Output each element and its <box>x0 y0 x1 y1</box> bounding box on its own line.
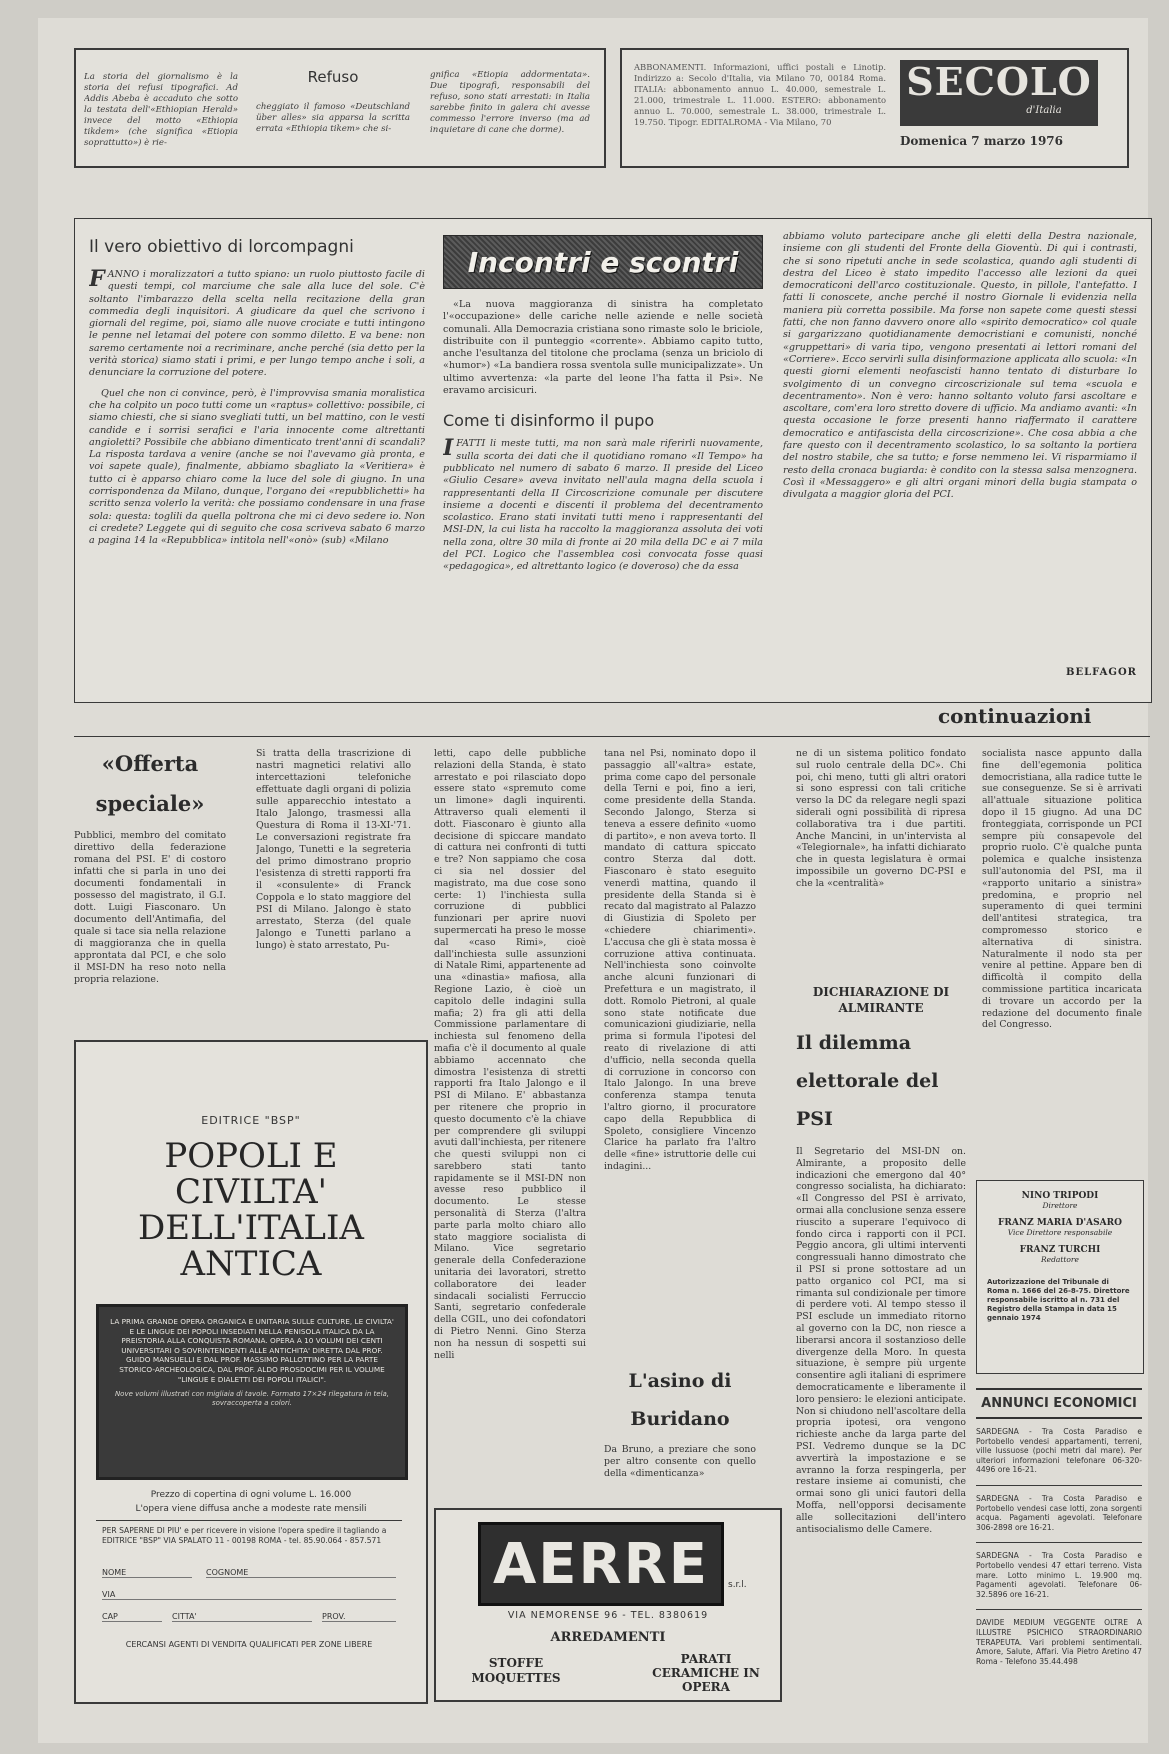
coupon-citta-label[interactable]: CITTA' <box>172 1612 312 1622</box>
coupon-nome-label[interactable]: NOME <box>102 1568 192 1578</box>
aerre-logo-text: AERRE <box>492 1531 710 1597</box>
article-col-5b: Il Segretario del MSI-DN on. Almirante, a proposito delle indicazioni che emergono dal 40° congresso socialista, ha dichiarato: «Il Congresso del PSI è arrivato, ormai alla conclusione senza essere riuscito a superare l'equivoco di fondo circa i rapporti con il PCI. Peggio ancora, gli ultimi interventi congressuali hanno dimostrato che il PSI si prone sottostare ad un patto organico col PCI, ma si rimanta sul condizionale per timore di perdere voti. Al tempo stesso il PSI esclude un immediato ritorno al governo con la DC, non riesce a liberarsi ancora il sostanzioso delle divergenze della Moro. In questa situazione, è sempre più urgente consentire agli italiani di esprimere democraticamente e liberamente il loro pensiero: le elezioni anticipate. Non si chiudono nell'ascoltare della propria ipotesi, ora vengono richieste anche da larga parte del PSI. Vedremo dunque se la DC avvertirà la impostazione e se avranno la forza respingerla, per restare insieme ai comunisti, che ormai sono gli unici fautori della Moffa, nell'opporsi decisamente alle sollecitazioni dell'intero antisocialismo delle Camere. <box>796 1146 966 1535</box>
masthead-box <box>620 48 1129 168</box>
article-col-6: socialista nasce appunto dalla fine dell'egemonia politica democristiana, alla radice tutte le sue conseguenze. Se si è arrivati all'attuale situazione politica dopo il 15 giugno. Ad una DC fronteggiata, corrisponde un PCI sempre più consapevole del proprio ruolo. C'è qualche punta polemica e qualche insistenza sull'autonomia del PSI, ma il «rapporto unitario a sinistra» predomina, e proprio nel superamento di quei termini dell'antitesi strategica, tra compromesso storico e alternativa di sinistra. Naturalmente il nodo sta per venire al pettine. Appare ben di difficoltà il compito della commissione partitica incaricata di trovare un accordo per la redazione del documento finale del Congresso. <box>982 748 1142 1031</box>
article-col-5a: ne di un sistema politico fondato sul ruolo centrale della DC». Chi poi, chi meno, tutti gli altri oratori si sono espressi con tali critiche verso la DC da relegare negli spazi siderali ogni possibilità di ripresa collaborativa tra i due partiti. Anche Mancini, in un'intervista al «Telegiornale», ha infatti dichiarato che in questa legislatura è ormai impossibile un governo DC-PSI e che la «centralità» <box>796 748 966 889</box>
disinformo-heading: Come ti disinformo il pupo <box>443 411 655 431</box>
refuso-col-1: La storia del giornalismo è la storia dei refusi tipografici. Ad Addis Abeba è accaduto che sotto la testata dell'«Ethiopian Herald» invece del motto «Ethiopia tikdem» (che significa «Etiopia soprattutto») è rie- <box>84 72 238 148</box>
aerre-advert <box>434 1508 782 1702</box>
aerre-logo <box>478 1522 724 1606</box>
refuso-col-3: gnifica «Etiopia addormentata». Due tipografi, responsabili del refuso, sono stati arrestati: in Italia sarebbe finito in galera chi avesse commesso l'errore inverso (ma ad inquietare di cane che dorme). <box>430 70 590 135</box>
aerre-category: ARREDAMENTI <box>550 1630 666 1645</box>
aerre-address: VIA NEMORENSE 96 - TEL. 8380619 <box>507 1610 709 1621</box>
feature-col-2b: FATTI li meste tutti, ma non sarà male riferirli nuovamente, sulla scorta dei dati che il quotidiano romano «Il Tempo» ha pubblicato nel numero di sabato 6 marzo. Il preside del Liceo «Giulio Cesare» aveva invitato nell'aula magna della scuola i rappresentanti della II Circoscrizione comunale per discutere insieme a docenti e discenti il problema del decentramento scolastico. Erano stati invitati tutti meno i rappresentanti del MSI-DN, la cui lista ha raccolto la maggioranza assoluta dei voti nella zona, oltre 30 mila di fronte ai 20 mila della DC e ai 7 mila del PCI. Logico che l'assemblea così convocata fosse quasi «pedagogica», ed altrettanto logico (e doveroso) che da essa <box>443 438 763 573</box>
staff-authorization: Autorizzazione del Tribunale di Roma n. 1666 del 26-8-75. Direttore responsabile iscritto al n. 731 del Registro della Stampa in data 15 gennaio 1974 <box>987 1278 1130 1322</box>
bsp-diffusion: L'opera viene diffusa anche a modeste rate mensili <box>135 1504 367 1514</box>
asino-text: Da Bruno, a preziare che sono per altro consente con quello della «dimenticanza» <box>604 1444 756 1479</box>
subscription-info: ABBONAMENTI. Informazioni, uffici postali e Linotip. Indirizzo a: Secolo d'Italia, via Milano 70, 00184 Roma. ITALIA: abbonamento annuo L. 40.000, semestrale L. 21.000, trimestrale L. 11.000. ESTERO: abbonamento annuo L. 70.000, semestrale L. 38.000, trimestrale L. 19.750. Tipogr. EDITALROMA - Via Milano, 70 <box>634 62 886 127</box>
refuso-title: Refuso <box>307 68 359 86</box>
feature-col-1b: Quel che non ci convince, però, è l'improvvisa smania moralistica che ha colpito un poco tutti come un «raptus» collettivo: possibile, ci siamo chiesti, che si siano svegliati tutti, un bel mattino, con le vesti candide e i sorrisi serafici e l'aria innocente come altrettanti angioletti? Possibile che abbiano dimenticato trent'anni di scandali? La risposta tardava a venire (anche se noi l'avevamo già pronta, e voi sapete quale), finalmente, abbiamo sbagliato la «Veritiera» è tutto ci è apparso chiaro come la luce del sole di giugno. In una corrispondenza da Milano, dunque, l'organo dei «repubblichetti» ha scritto senza volerlo la verità: che possiamo condensare in una frase sola: questa: toglili da quella poltrona che mi ci devo sedere io. Non ci credete? Leggete qui di seguito che cosa scriveva sabato 6 marzo a pagina 14 la «Repubblica» intitola nell'«onò» (sub) «Milano <box>89 387 425 547</box>
section-rule <box>74 736 1150 737</box>
refuso-col-2: cheggiato il famoso «Deutschland über alles» sia apparsa la scritta errata «Ethiopia tikem» che si- <box>256 102 410 134</box>
article-col-4a: tana nel Psi, nominato dopo il passaggio all'«altra» estate, prima come capo del personale della Terni e poi, fino a ieri, come presidente della Standa. Secondo Jalongo, Sterza si teneva a essere definito «uomo di partito», e non aveva torto. Il mandato di cattura spiccato contro Sterza dal dott. Fiasconaro è stato eseguito venerdì mattina, quando il presidente della Standa si è recato dal magistrato al Palazzo di Giustizia di Spoleto per «chiedere chiarimenti». L'accusa che gli è stata mossa è corruzione attiva continuata. Nell'inchiesta sono coinvolte anche alcuni funzionari di Prefettura e un magistrato, il dott. Romolo Pietroni, al quale sono state notificate due comunicazioni giudiziarie, nella prima si formula l'ipotesi del reato di rivelazione di atti d'ufficio, nella seconda quella di corruzione in concorso con Italo Jalongo. In una breve conferenza stampa tenuta l'altro giorno, il procuratore capo della Repubblica di Spoleto, consigliere Vincenzo Clarice ha parlato fra l'altro delle «fine» istruttorie delle cui indagini... <box>604 748 756 1172</box>
coupon-cognome-label[interactable]: COGNOME <box>206 1568 396 1578</box>
feature-signature: BELFAGOR <box>1066 667 1137 678</box>
asino-title: L'asino di Buridano <box>628 1370 732 1430</box>
continuazioni-label: continuazioni <box>938 704 1092 728</box>
masthead-title: SECOLO <box>906 59 1092 104</box>
annunci-title: ANNUNCI ECONOMICI <box>976 1388 1142 1419</box>
bsp-price: Prezzo di copertina di ogni volume L. 16.000 <box>150 1490 352 1500</box>
offerta-col-2: Si tratta della trascrizione di nastri magnetici relativi allo intercettazioni telefoniche effettuate dagli organi di polizia sulle apparecchio intestato a Italo Jalongo, trasmessi alla Questura di Roma il 13-XI-'71. Le conversazioni registrate fra Jalongo, Tunetti e la segreteria del primo dimostrano proprio l'esistenza di stretti rapporti fra il «consulente» di Franck Coppola e lo stato maggiore del PSI di Milano. Jalongo è stato arrestato, Sterza (del quale Jalongo e Tunetti parlano a lungo) è stato arrestato, Pu- <box>256 748 411 951</box>
aerre-srl: s.r.l. <box>728 1580 747 1590</box>
bsp-publisher: EDITRICE "BSP" <box>201 1114 301 1127</box>
newspaper-page <box>38 18 1148 1743</box>
aerre-right: PARATI CERAMICHE IN OPERA <box>652 1652 760 1694</box>
bsp-advert <box>74 1040 428 1704</box>
issue-date: Domenica 7 marzo 1976 <box>900 134 1064 148</box>
bsp-description-box <box>96 1304 408 1480</box>
aerre-left: STOFFE MOQUETTES <box>471 1656 561 1685</box>
staff-editor: FRANZ TURCHI <box>1019 1245 1101 1255</box>
staff-director: NINO TRIPODI <box>1021 1191 1099 1201</box>
offerta-title: «Offerta speciale» <box>95 751 205 816</box>
coupon-via-label[interactable]: VIA <box>102 1590 396 1600</box>
dilemma-title: Il dilemma elettorale del PSI <box>796 1032 939 1130</box>
feature-col-3: abbiamo voluto partecipare anche gli eletti della Destra nazionale, insieme con gli studenti del Fronte della Gioventù. Di qui i contrasti, che si sono ripetuti anche in sede scolastica, quando agli studenti di destra del Liceo è stato impedito l'accesso alle lezioni da quei democraticoni dell'arco costituzionale. Questo, in pillole, l'antefatto. I fatti li conoscete, anche perché il nostro Giornale li evidenzia nella maniera più corretta possibile. Ma forse non sapete come questi stessi fatti, che non fanno davvero onore allo «spirito democratico» col quale si gargarizzano quotidianamente democristiani e comunisti, nonché «gruppettari» di varia tipo, vengono presentati ai lettori romani del «Corriere». Ecco servirli sulla disinformazione applicata allo scuola: «In questi giorni elementi neofascisti hanno tentato di disturbare lo svolgimento di un convegno circoscrizionale sul tema «scuola e decentramento». Non è vero: hanno soltanto voluto farsi ascoltare e ascoltare, com'era loro stretto dovere di ufficio. Ma andiamo avanti: «In questa occasione le forze presenti hanno riaffermato il carattere democratico e antifascista della circoscrizione». Che cosa abbia a che fare questo con il decentramento scolastico, lo sa soltanto la portiera del nostro stabile, che sa tutto; e forse nemmeno lei. Vi risparmiamo il resto della cronaca bugiarda: è condito con la stessa salsa menzognera. Così il «Messaggero» e gli altri organi minori della bugia stampata o divulgata a maggior gloria del PCI. <box>783 231 1137 501</box>
incontri-title: Incontri e scontri <box>467 245 739 279</box>
bsp-note: Nove volumi illustrati con migliaia di tavole. Formato 17×24 rilegatura in tela, sovraccoperta a colori. <box>114 1390 390 1408</box>
annuncio-2: SARDEGNA - Tra Costa Paradiso e Portobello vendesi case lotti, zona sorgenti acqua. Pagamenti agevolati. Telefonare 306-2898 ore 16-21. <box>976 1493 1142 1532</box>
feature-heading: Il vero obiettivo di lorcompagni <box>89 237 354 257</box>
masthead-logo <box>900 60 1098 126</box>
annuncio-4: DAVIDE MEDIUM VEGGENTE OLTRE A ILLUSTRE PSICHICO STRAORDINARIO TERAPEUTA. Vari problemi sentimentali. Amore, Salute, Affari. Via Pietro Aretino 47 Roma - Telefono 35.44.498 <box>976 1618 1142 1666</box>
annuncio-3: SARDEGNA - Tra Costa Paradiso e Portobello vendesi 47 ettari terreno. Vista mare. Lotto minimo L. 19.900 mq. Pagamenti agevolati. Telefonare 06-32.5896 ore 16-21. <box>976 1551 1142 1599</box>
refuso-box <box>74 48 606 168</box>
coupon-prov-label[interactable]: PROV. <box>322 1612 396 1622</box>
bsp-agents: CERCANSI AGENTI DI VENDITA QUALIFICATI PER ZONE LIBERE <box>125 1640 373 1649</box>
staff-vice-role: Vice Direttore responsabile <box>1007 1228 1113 1237</box>
bsp-description: LA PRIMA GRANDE OPERA ORGANICA E UNITARIA SULLE CULTURE, LE CIVILTA' E LE LINGUE DEI POPOLI INSEDIATI NELLA PENISOLA ITALICA DA LA PREISTORIA ALLA CONQUISTA ROMANA. OPERA A 10 VOLUMI DEI CENTI UNIVERSITARI O SOVRINTENDENTI ALLE ANTICHITA' DIRETTA DAL PROF. GUIDO MANSUELLI E DAL PROF. MASSIMO PALLOTTINO PER LA PARTE STORICO-ARCHEOLOGICA, DAL PROF. ALDO PROSDOCIMI PER IL VOLUME "LINGUE E DIALETTI DEI POPOLI ITALICI". <box>110 1317 394 1384</box>
dichiarazione-label: DICHIARAZIONE DI ALMIRANTE <box>812 985 950 1015</box>
staff-editor-role: Redattore <box>1041 1255 1079 1264</box>
staff-director-role: Direttore <box>1042 1201 1078 1210</box>
feature-box: Il vero obiettivo di lorcompagni FANNO i moralizzatori a tutto spiano: un ruolo piuttosto facile di questi tempi, col marciume che sale alla luce del sole. C'è soltanto l'imbarazzo della scelta nella recitazione della gran commedia degli inquisitori. A giudicare da quel che scrivono i giornali del regime, poi, siamo alle nuove crociate e tutti intingono le penne nel letamai del potere con sommo diletto. E va bene: non saremo certamente noi a recriminare, anche perché (sia detto per la verità storica) siamo stati i primi, e per lungo tempo anche i soli, a denunciare la corruzione del potere. Quel che non ci convince, però, è l'improvvisa smania moralistica che ha colpito un poco tutti come un «raptus» collettivo: possibile, ci siamo chiesti, che si siano svegliati tutti, un bel mattino, con le vesti candide e i sorrisi serafici e l'aria innocente come altrettanti angioletti? Possibile che abbiano dimenticato trent'anni di scandali? La risposta tardava a venire (anche se noi l'avevamo già pronta, e voi sapete quale), finalmente, abbiamo sbagliato la «Veritiera» è tutto ci è apparso chiaro come la luce del sole di giugno. In una corrispondenza da Milano, dunque, l'organo dei «repubblichetti» ha scritto senza volerlo la verità: che possiamo condensare in una frase sola: questa: toglili da quella poltrona che mi ci devo sedere io. Non ci credete? Leggete qui di seguito che cosa scriveva sabato 6 marzo a pagina 14 la «Repubblica» intitola nell'«onò» (sub) «Milano Incontri e scontri «La nuova maggioranza di sinistra ha completato l'«occupazione» delle cariche nelle aziende e nelle società comunali. Alla Democrazia cristiana sono rimaste solo le briciole, distribuite con il punteggio «corrente». Abbiamo capito tutto, anche l'esultanza del titolone che proclama (senza un briciolo di «humor») «La bandiera rossa sventola sulle municipalizzate». Un ultimo avvertenza: «la parte del leone l'ha fatta il Psi». Ne eravamo arcisicuri. Come ti disinformo il pupo IFATTI li meste tutti, ma non sarà male riferirli nuovamente, sulla scorta dei dati che il quotidiano romano «Il Tempo» ha pubblicato nel numero di sabato 6 marzo. Il preside del Liceo «Giulio Cesare» aveva invitato nell'aula magna della scuola i rappresentanti della II Circoscrizione comunale per discutere insieme a docenti e discenti il problema del decentramento scolastico. Erano stati invitati tutti meno i rappresentanti del MSI-DN, la cui lista ha raccolto la maggioranza assoluta dei voti nella zona, oltre 30 mila di fronte ai 20 mila della DC e ai 7 mila del PCI. Logico che l'assemblea così convocata fosse quasi «pedagogica», ed altrettanto logico (e doveroso) che da essa abbiamo voluto partecipare anche gli eletti della Destra nazionale, insieme con gli studenti del Fronte della Gioventù. Di qui i contrasti, che si sono ripetuti anche in sede scolastica, quando agli studenti di destra del Liceo è stato impedito l'accesso alle lezioni da quei democraticoni dell'arco costituzionale. Questo, in pillole, l'antefatto. I fatti li conoscete, anche perché il nostro Giornale li evidenzia nella maniera più corretta possibile. Ma forse non sapete come questi stessi fatti, che non fanno davvero onore allo «spirito democratico» col quale si gargarizzano quotidianamente democristiani e comunisti, nonché «gruppettari» di varia tipo, vengono presentati ai lettori romani del «Corriere». Ecco servirli sulla disinformazione applicata allo scuola: «In questi giorni elementi neofascisti hanno tentato di disturbare lo svolgimento di un convegno circoscrizionale sul tema «scuola e decentramento». Non è vero: hanno soltanto voluto farsi ascoltare e ascoltare, com'era loro stretto dovere di ufficio. Ma andiamo avanti: «In questa occasione le forze presenti hanno riaffermato il carattere democratico e antifascista della circoscrizione». Che cosa abbia a che fare questo con il decentramento scolastico, lo sa soltanto la portiera del nostro stabile, che sa tutto; e forse nemmeno lei. Vi risparmiamo il resto della cronaca bugiarda: è condito con la stessa salsa menzognera. Così il «Messaggero» e gli altri organi minori della bugia stampata o divulgata a maggior gloria del PCI. BELFAGOR <box>74 218 1152 703</box>
staff-box <box>976 1180 1144 1374</box>
coupon-cap-label[interactable]: CAP <box>102 1612 162 1622</box>
incontri-banner <box>443 235 763 289</box>
feature-col-1a: ANNO i moralizzatori a tutto spiano: un ruolo piuttosto facile di questi tempi, col marciume che sale alla luce del sole. C'è soltanto l'imbarazzo della scelta nella recitazione della gran commedia degli inquisitori. A giudicare da quel che scrivono i giornali del regime, poi, siamo alle nuove crociate e tutti intingono le penne nel letamai del potere con sommo diletto. E va bene: non saremo certamente noi a recriminare, anche perché (sia detto per la verità storica) siamo stati i primi, e per lungo tempo anche i soli, a denunciare la corruzione del potere. <box>89 269 425 379</box>
bsp-coupon: PER SAPERNE DI PIU' e per ricevere in visione l'opera spedire il tagliando a EDITRICE "BSP" VIA SPALATO 11 - 00198 ROMA - tel. 85.90.064 - 857.571 <box>102 1526 387 1545</box>
bsp-title: POPOLI E CIVILTA' DELL'ITALIA ANTICA <box>138 1136 364 1284</box>
feature-col-2a: «La nuova maggioranza di sinistra ha completato l'«occupazione» delle cariche nelle aziende e nelle società comunali. Alla Democrazia cristiana sono rimaste solo le briciole, distribuite con il punteggio «corrente». Abbiamo capito tutto, anche l'esultanza del titolone che proclama (senza un briciolo di «humor») «La bandiera rossa sventola sulle municipalizzate». Un ultimo avvertenza: «la parte del leone l'ha fatta il Psi». Ne eravamo arcisicuri. <box>443 299 763 397</box>
masthead-subtitle: d'Italia <box>1026 105 1062 116</box>
article-col-3: letti, capo delle pubbliche relazioni della Standa, è stato arrestato e poi rilasciato dopo essere stato «spremuto come un limone» dagli inquirenti. Attraverso quali elementi il dott. Fiasconaro è giunto alla decisione di spiccare mandato di cattura nei confronti di tutti e tre? Non sappiamo che cosa ci sia nel dossier del magistrato, ma due cose sono certe: 1) l'inchiesta sulla corruzione di pubblici funzionari per aprire nuovi supermercati ha preso le mosse dal «caso Rimi», cioè dall'inchiesta sulle assunzioni di Natale Rimi, appartenente ad una «dinastia» mafiosa, alla Regione Lazio, è cioè un capitolo delle indagini sulla mafia; 2) fra gli atti della Commissione parlamentare di inchiesta sul fenomeno della mafia c'è il documento al quale abbiamo accennato che dimostra l'esistenza di stretti rapporti fra Italo Jalongo e il PSI di Milano. E' abbastanza per ritenere che proprio in questo documento c'è la chiave per comprendere gli sviluppi avuti dall'inchiesta, per ritenere che questi sviluppi non ci sarebbero stati tanto rapidamente se il MSI-DN non avesse reso pubblico il documento. Le stesse personalità di Sterza (l'altra parte parla molto chiaro allo stato maggiore socialista di Milano. Vice segretario generale della Confederazione unitaria dei lavoratori, stretto collaboratore dei leader sindacali socialisti Ferruccio Santi, segretario confederale della CGIL, uno dei cofondatori di Pietro Nenni. Gino Sterza non ha nessun di sospetti sui nelli <box>434 748 586 1361</box>
annuncio-1: SARDEGNA - Tra Costa Paradiso e Portobello vendesi appartamenti, terreni, ville lussuose (pochi metri dal mare). Per ulteriori informazioni telefonare 06-320-4496 ore 16-21. <box>976 1427 1142 1475</box>
staff-vice: FRANZ MARIA D'ASARO <box>998 1218 1122 1228</box>
offerta-col-1: Pubblici, membro del comitato direttivo della federazione romana del PSI. E' di costoro infatti che si parla in uno dei documenti fondamentali in possesso del magistrato, il G.I. dott. Luigi Fiasconaro. Un documento dell'Antimafia, del quale si tace sia nella relazione di maggioranza che in quella approntata dal PCI, e che solo il MSI-DN ha reso noto nella propria relazione. <box>74 830 226 985</box>
